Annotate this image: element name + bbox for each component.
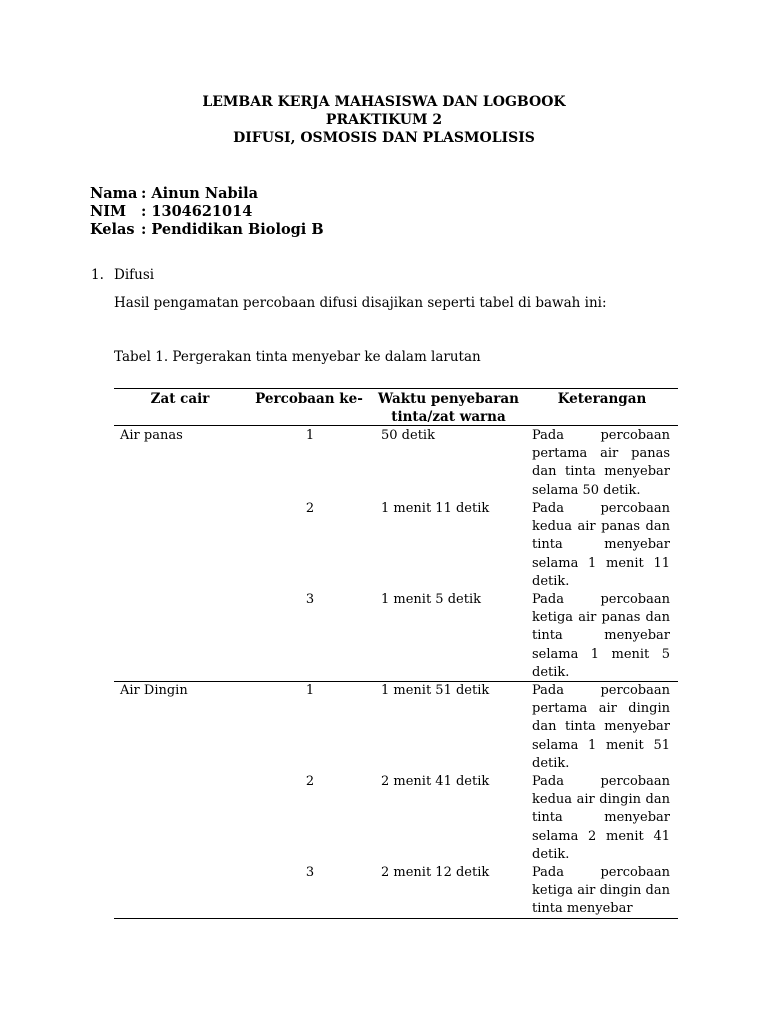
header-zat-cair: Zat cair xyxy=(150,391,210,407)
percobaan-cell: 2 xyxy=(305,774,315,789)
section-title: Difusi xyxy=(114,267,155,283)
identity-nama xyxy=(90,185,258,202)
kelas-label: Kelas xyxy=(90,221,135,238)
nim-label: NIM xyxy=(90,203,127,220)
section-intro: Hasil pengamatan percobaan difusi disajikan seperti tabel di bawah ini: xyxy=(114,295,607,311)
keterangan-cell: Pada percobaan pertama air panas dan tinta menyebar selama 50 detik. xyxy=(532,428,670,498)
table-caption: Tabel 1. Pergerakan tinta menyebar ke dalam larutan xyxy=(114,349,481,365)
waktu-cell: 1 menit 51 detik xyxy=(381,683,490,698)
percobaan-cell: 3 xyxy=(305,592,315,607)
waktu-cell: 1 menit 11 detik xyxy=(381,501,490,516)
identity-nim xyxy=(90,203,252,220)
document-title-line-1: LEMBAR KERJA MAHASISWA DAN LOGBOOK xyxy=(202,94,566,110)
keterangan-cell: Pada percobaan pertama air dingin dan tinta menyebar selama 1 menit 51 detik. xyxy=(532,683,670,771)
header-keterangan: Keterangan xyxy=(557,391,647,407)
kelas-value: : Pendidikan Biologi B xyxy=(141,221,324,238)
zat-cair-cell: Air panas xyxy=(120,428,183,443)
header-percobaan: Percobaan ke- xyxy=(255,391,363,407)
percobaan-cell: 2 xyxy=(305,501,315,516)
waktu-cell: 2 menit 12 detik xyxy=(381,865,490,880)
keterangan-cell: Pada percobaan kedua air dingin dan tinta menyebar selama 2 menit 41 detik. xyxy=(532,774,670,862)
percobaan-cell: 3 xyxy=(305,865,315,880)
document-title-line-3: DIFUSI, OSMOSIS DAN PLASMOLISIS xyxy=(233,130,535,146)
section-number: 1. xyxy=(91,267,104,283)
zat-cair-cell: Air Dingin xyxy=(120,683,188,698)
percobaan-cell: 1 xyxy=(305,428,315,443)
nim-value: : 1304621014 xyxy=(141,203,253,220)
table-top-rule xyxy=(114,388,678,389)
waktu-cell: 1 menit 5 detik xyxy=(381,592,481,607)
keterangan-cell: Pada percobaan ketiga air dingin dan tinta menyebar xyxy=(532,865,670,917)
header-waktu: Waktu penyebaran tinta/zat warna xyxy=(378,391,519,425)
keterangan-cell: Pada percobaan ketiga air panas dan tinta menyebar selama 1 menit 5 detik. xyxy=(532,592,670,680)
nama-label: Nama xyxy=(90,185,138,202)
keterangan-cell: Pada percobaan kedua air panas dan tinta menyebar selama 1 menit 11 detik. xyxy=(532,501,670,589)
table-header-rule xyxy=(114,425,678,426)
table-bottom-rule xyxy=(114,918,678,919)
percobaan-cell: 1 xyxy=(305,683,315,698)
identity-kelas xyxy=(90,221,324,238)
nama-value: : Ainun Nabila xyxy=(141,185,259,202)
document-title-line-2: PRAKTIKUM 2 xyxy=(325,112,443,128)
waktu-cell: 50 detik xyxy=(381,428,435,443)
waktu-cell: 2 menit 41 detik xyxy=(381,774,490,789)
